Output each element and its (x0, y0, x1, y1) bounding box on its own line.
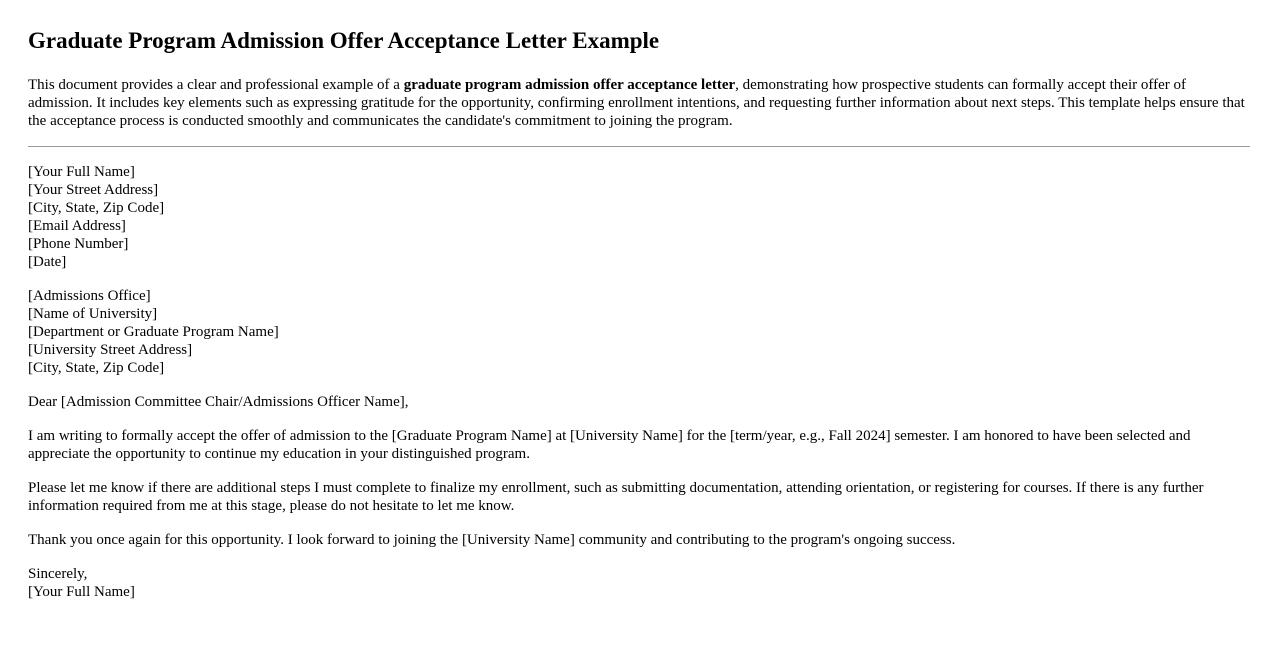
divider (28, 146, 1250, 147)
body-paragraph-acceptance: I am writing to formally accept the offer of admission to the [Graduate Program Name] at [University Name] for the [term/year, e.g., Fall 2024] semester. I am honored to have been selected and appreciate the opportunity to continue my education in your distinguished program. (28, 428, 1191, 462)
intro-text-bold: graduate program admission offer acceptance letter (403, 77, 736, 93)
salutation: Dear [Admission Committee Chair/Admissions Officer Name], (28, 394, 409, 410)
sender-address-block (28, 163, 1250, 271)
sender-street-address: [Your Street Address] (28, 182, 159, 198)
page-title: Graduate Program Admission Offer Acceptance Letter Example (28, 28, 660, 53)
valediction: Sincerely, (28, 566, 88, 582)
sender-email: [Email Address] (28, 218, 126, 234)
recipient-city-state-zip: [City, State, Zip Code] (28, 360, 165, 376)
recipient-university: [Name of University] (28, 306, 158, 322)
closing-block (28, 565, 1250, 601)
sender-phone: [Phone Number] (28, 236, 129, 252)
body-paragraph-thanks: Thank you once again for this opportunity. I look forward to joining the [University Name] community and contributing to the program's ongoing success. (28, 532, 956, 548)
intro-text-after: , demonstrating how prospective students can formally accept their offer of admission. It includes key elements such as expressing gratitude for the opportunity, confirming enrollment intentions, and requesting further information about next steps. This template helps ensure that the acceptance process is conducted smoothly and communicates the candidate's commitment to joining the program. (28, 77, 1245, 129)
recipient-address-block (28, 287, 1250, 377)
signature-name: [Your Full Name] (28, 584, 135, 600)
letter-date: [Date] (28, 254, 67, 270)
recipient-office: [Admissions Office] (28, 288, 151, 304)
intro-text-before: This document provides a clear and professional example of a (28, 77, 404, 93)
recipient-street-address: [University Street Address] (28, 342, 193, 358)
sender-name: [Your Full Name] (28, 164, 135, 180)
recipient-department: [Department or Graduate Program Name] (28, 324, 279, 340)
intro-paragraph (28, 76, 1250, 130)
body-paragraph-next-steps: Please let me know if there are additional steps I must complete to finalize my enrollment, such as submitting documentation, attending orientation, or registering for courses. If there is any further information required from me at this stage, please do not hesitate to let me know. (28, 480, 1204, 514)
sender-city-state-zip: [City, State, Zip Code] (28, 200, 165, 216)
